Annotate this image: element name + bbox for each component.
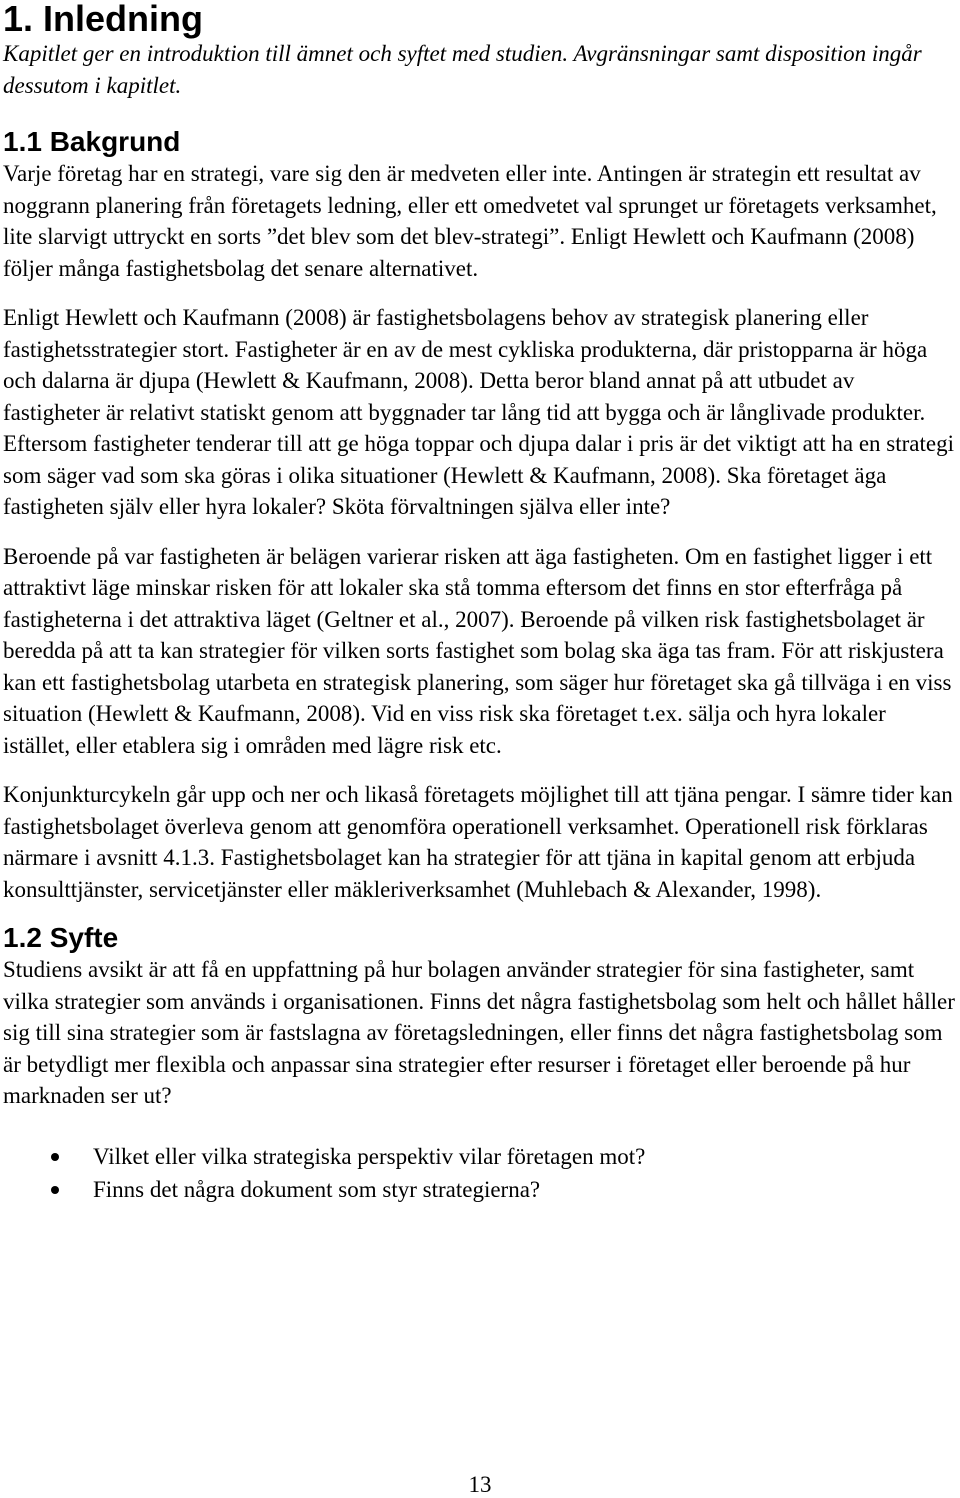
bakgrund-paragraph-3: Beroende på var fastigheten är belägen varierar risken att äga fastigheten. Om en fastighet ligger i ett attraktivt läge minskar risken för att lokaler ska stå tomma eftersom det finns en stor efterfråga på fastigheterna i det attraktiva läget (Geltner et al., 2007). Beroende på vilken risk fastighetsbolaget är beredda på att ta kan strategier för vilken sorts fastighet som bolag ska äga tas fram. För att riskjustera kan ett fastighetsbolag utarbeta en strategisk planering, som säger hur företaget ska gå tillväga i en viss situation (Hewlett & Kaufmann, 2008). Vid en viss risk ska företaget t.ex. sälja och hyra lokaler istället, eller etablera sig i områden med lägre risk etc.: [3, 543, 952, 758]
syfte-paragraph-1: Studiens avsikt är att få en uppfattning på hur bolagen använder strategier för sina fastigheter, samt vilka strategier som används i organisationen. Finns det några fastighetsbolag som helt och hållet håller sig till sina strategier som är fastslagna av företagsledningen, eller finns det några fastighetsbolag som är betydligt mer flexibla och anpassar sina strategier efter resurser i företaget eller beroende på hur marknaden ser ut?: [3, 957, 955, 1108]
research-questions-list: [3, 1140, 957, 1206]
chapter-title: 1. Inledning: [3, 0, 204, 39]
bakgrund-paragraph-1: Varje företag har en strategi, vare sig den är medveten eller inte. Antingen är strategin ett resultat av noggrann planering från företagets ledning, eller ett omedvetet val sprunget ur företagets verksamhet, lite slarvigt uttryckt en sorts ”det blev som det blev-strategi”. Enligt Hewlett och Kaufmann (2008) följer många fastighetsbolag det senare alternativet.: [3, 161, 937, 281]
document-page: [3, 0, 957, 1206]
list-item: [3, 1140, 957, 1173]
page-number: 13: [468, 1472, 492, 1497]
section-heading-bakgrund: 1.1 Bakgrund: [3, 126, 181, 157]
bakgrund-paragraph-4: Konjunkturcykeln går upp och ner och likaså företagets möjlighet till att tjäna pengar. I sämre tider kan fastighetsbolaget överleva genom att genomföra operationell verksamhet. Operationell risk förklaras närmare i avsnitt 4.1.3. Fastighetsbolaget kan ha strategier för att tjäna in kapital genom att erbjuda konsulttjänster, servicetjänster eller mäkleriverksamhet (Muhlebach & Alexander, 1998).: [3, 782, 953, 902]
bakgrund-paragraph-2: Enligt Hewlett och Kaufmann (2008) är fastighetsbolagens behov av strategisk planering eller fastighetsstrategier stort. Fastigheter är en av de mest cykliska produkterna, där pristopparna är höga och dalarna är djupa (Hewlett & Kaufmann, 2008). Detta beror bland annat på att utbudet av fastigheter är relativt statiskt genom att byggnader tar lång tid att bygga och är långlivade produkter. Eftersom fastigheter tenderar till att ge höga toppar och djupa dalar i pris är det viktigt att ha en strategi som säger vad som ska göras i olika situationer (Hewlett & Kaufmann, 2008). Ska företaget äga fastigheten själv eller hyra lokaler? Sköta förvaltningen själva eller inte?: [3, 305, 954, 519]
chapter-intro: Kapitlet ger en introduktion till ämnet och syftet med studien. Avgränsningar samt disposition ingår dessutom i kapitlet.: [3, 41, 922, 98]
section-heading-syfte: 1.2 Syfte: [3, 922, 119, 953]
list-item: [3, 1173, 957, 1206]
research-question-2: Finns det några dokument som styr strategierna?: [93, 1176, 541, 1202]
research-question-1: Vilket eller vilka strategiska perspektiv vilar företagen mot?: [93, 1143, 646, 1169]
bullet-icon: [51, 1153, 59, 1161]
bullet-icon: [51, 1186, 59, 1194]
